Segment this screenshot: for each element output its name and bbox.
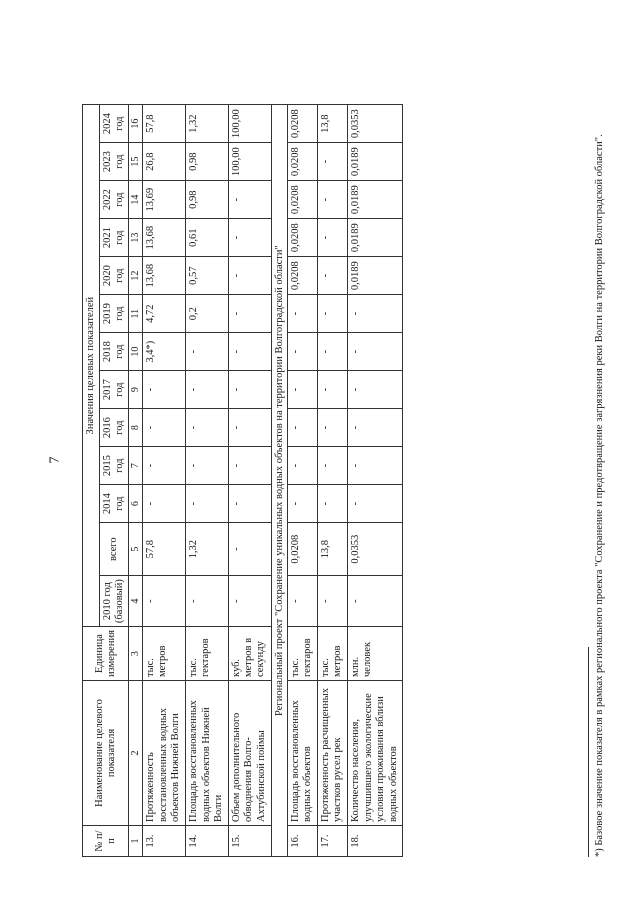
header-year: 2016 год	[100, 409, 129, 447]
header-total: всего	[100, 523, 129, 576]
year-value: 13,8	[317, 105, 347, 143]
year-value: 13,68	[143, 257, 186, 295]
indicator-name: Площадь восстановленных водных объектов	[287, 681, 317, 826]
year-value: 0,57	[185, 257, 228, 295]
year-value: -	[347, 333, 402, 371]
column-index: 15	[129, 143, 143, 181]
year-value: -	[228, 447, 271, 485]
year-value: -	[185, 447, 228, 485]
table-row	[143, 105, 186, 857]
header-unit: Единица измерения	[83, 627, 129, 681]
year-value: 0,98	[185, 143, 228, 181]
total-value: 13,8	[317, 523, 347, 576]
header-targets: Значения целевых показателей	[83, 105, 100, 627]
year-value: -	[228, 485, 271, 523]
header-year: 2014 год	[100, 485, 129, 523]
column-index: 5	[129, 523, 143, 576]
table-row	[185, 105, 228, 857]
header-no: № п/п	[83, 826, 129, 857]
header-year: 2020 год	[100, 257, 129, 295]
section-title: Региональный проект "Сохранение уникальных водных объектов на территории Волгоградской области"	[271, 105, 287, 857]
column-index: 9	[129, 371, 143, 409]
year-value: -	[317, 219, 347, 257]
indicator-name: Объем дополнительного обводнения Волго-Ахтубинской поймы	[228, 681, 271, 826]
row-number: 16.	[287, 826, 317, 857]
year-value: -	[143, 447, 186, 485]
year-value: 57,8	[143, 105, 186, 143]
column-index: 13	[129, 219, 143, 257]
year-value: -	[347, 485, 402, 523]
year-value: -	[317, 295, 347, 333]
year-value: 0,0189	[347, 219, 402, 257]
row-number: 18.	[347, 826, 402, 857]
column-index: 16	[129, 105, 143, 143]
year-value: -	[287, 447, 317, 485]
year-value: -	[228, 181, 271, 219]
unit-of-measure: куб. метров в секунду	[228, 627, 271, 681]
year-value: 0,61	[185, 219, 228, 257]
header-name: Наименование целевого показателя	[83, 681, 129, 826]
base-value: -	[228, 576, 271, 627]
column-index: 11	[129, 295, 143, 333]
year-value: -	[228, 257, 271, 295]
targets-table	[82, 104, 403, 857]
indicator-name: Протяженность восстановленных водных объектов Нижней Волги	[143, 681, 186, 826]
year-value: 13,69	[143, 181, 186, 219]
year-value: -	[185, 485, 228, 523]
year-value: 0,0189	[347, 143, 402, 181]
total-value: 1,32	[185, 523, 228, 576]
year-value: -	[347, 447, 402, 485]
year-value: -	[228, 295, 271, 333]
column-index: 6	[129, 485, 143, 523]
year-value: -	[287, 333, 317, 371]
year-value: -	[143, 371, 186, 409]
year-value: -	[317, 485, 347, 523]
header-year: 2021 год	[100, 219, 129, 257]
footnote: *) Базовое значение показателя в рамках регионального проекта "Сохранение и предотвращение загрязнения реки Волги на территории Волгоградской области".	[594, 134, 605, 857]
row-number: 17.	[317, 826, 347, 857]
row-number: 13.	[143, 826, 186, 857]
year-value: -	[287, 409, 317, 447]
unit-of-measure: млн. человек	[347, 627, 402, 681]
table-row	[228, 105, 271, 857]
year-value: -	[317, 409, 347, 447]
year-value: 26,8	[143, 143, 186, 181]
year-value: 0,0208	[287, 219, 317, 257]
column-index: 3	[129, 627, 143, 681]
header-year: 2015 год	[100, 447, 129, 485]
year-value: -	[347, 409, 402, 447]
year-value: -	[317, 333, 347, 371]
year-value: -	[347, 371, 402, 409]
unit-of-measure: тыс. гектаров	[185, 627, 228, 681]
year-value: 4,72	[143, 295, 186, 333]
header-year: 2023 год	[100, 143, 129, 181]
unit-of-measure: тыс. гектаров	[287, 627, 317, 681]
year-value: -	[347, 295, 402, 333]
year-value: 0,0208	[287, 181, 317, 219]
year-value: -	[185, 371, 228, 409]
header-year: 2017 год	[100, 371, 129, 409]
base-value: -	[143, 576, 186, 627]
year-value: 100,00	[228, 143, 271, 181]
column-index: 8	[129, 409, 143, 447]
year-value: -	[185, 409, 228, 447]
indicator-name: Площадь восстановленных водных объектов Нижней Волги	[185, 681, 228, 826]
year-value: -	[228, 219, 271, 257]
year-value: -	[317, 371, 347, 409]
year-value: 0,2	[185, 295, 228, 333]
year-value: -	[143, 409, 186, 447]
unit-of-measure: тыс. метров	[317, 627, 347, 681]
base-value: -	[287, 576, 317, 627]
header-year: 2018 год	[100, 333, 129, 371]
year-value: -	[228, 371, 271, 409]
year-value: -	[143, 485, 186, 523]
year-value: -	[287, 371, 317, 409]
table-row	[287, 105, 317, 857]
indicator-name: Количество населения, улучшившего экологические условия проживания вблизи водных объектов	[347, 681, 402, 826]
column-index: 2	[129, 681, 143, 826]
footnote-divider	[588, 647, 589, 857]
page-number: 7	[47, 456, 63, 464]
header-base: 2010 год (базовый)	[100, 576, 129, 627]
year-value: 0,0208	[287, 257, 317, 295]
base-value: -	[317, 576, 347, 627]
table-row	[317, 105, 347, 857]
year-value: 1,32	[185, 105, 228, 143]
year-value: -	[185, 333, 228, 371]
year-value: 0,0189	[347, 181, 402, 219]
year-value: -	[317, 257, 347, 295]
year-value: -	[287, 485, 317, 523]
year-value: -	[228, 409, 271, 447]
year-value: -	[317, 181, 347, 219]
total-value: 57,8	[143, 523, 186, 576]
column-index: 7	[129, 447, 143, 485]
year-value: 100,00	[228, 105, 271, 143]
indicator-name: Протяженность расчищенных участков русел рек	[317, 681, 347, 826]
year-value: 13,68	[143, 219, 186, 257]
unit-of-measure: тыс. метров	[143, 627, 186, 681]
total-value: 0,0353	[347, 523, 402, 576]
base-value: -	[347, 576, 402, 627]
row-number: 14.	[185, 826, 228, 857]
year-value: -	[317, 447, 347, 485]
year-value: -	[228, 333, 271, 371]
column-index: 12	[129, 257, 143, 295]
column-index: 10	[129, 333, 143, 371]
total-value: -	[228, 523, 271, 576]
header-year: 2022 год	[100, 181, 129, 219]
header-year: 2024 год	[100, 105, 129, 143]
year-value: 3,4*)	[143, 333, 186, 371]
year-value: 0,98	[185, 181, 228, 219]
column-index: 14	[129, 181, 143, 219]
row-number: 15.	[228, 826, 271, 857]
year-value: 0,0208	[287, 105, 317, 143]
column-index: 4	[129, 576, 143, 627]
total-value: 0,0208	[287, 523, 317, 576]
table-row	[347, 105, 402, 857]
header-year: 2019 год	[100, 295, 129, 333]
year-value: -	[317, 143, 347, 181]
year-value: 0,0208	[287, 143, 317, 181]
year-value: 0,0353	[347, 105, 402, 143]
year-value: -	[287, 295, 317, 333]
index-row	[129, 105, 143, 857]
base-value: -	[185, 576, 228, 627]
column-index: 1	[129, 826, 143, 857]
year-value: 0,0189	[347, 257, 402, 295]
